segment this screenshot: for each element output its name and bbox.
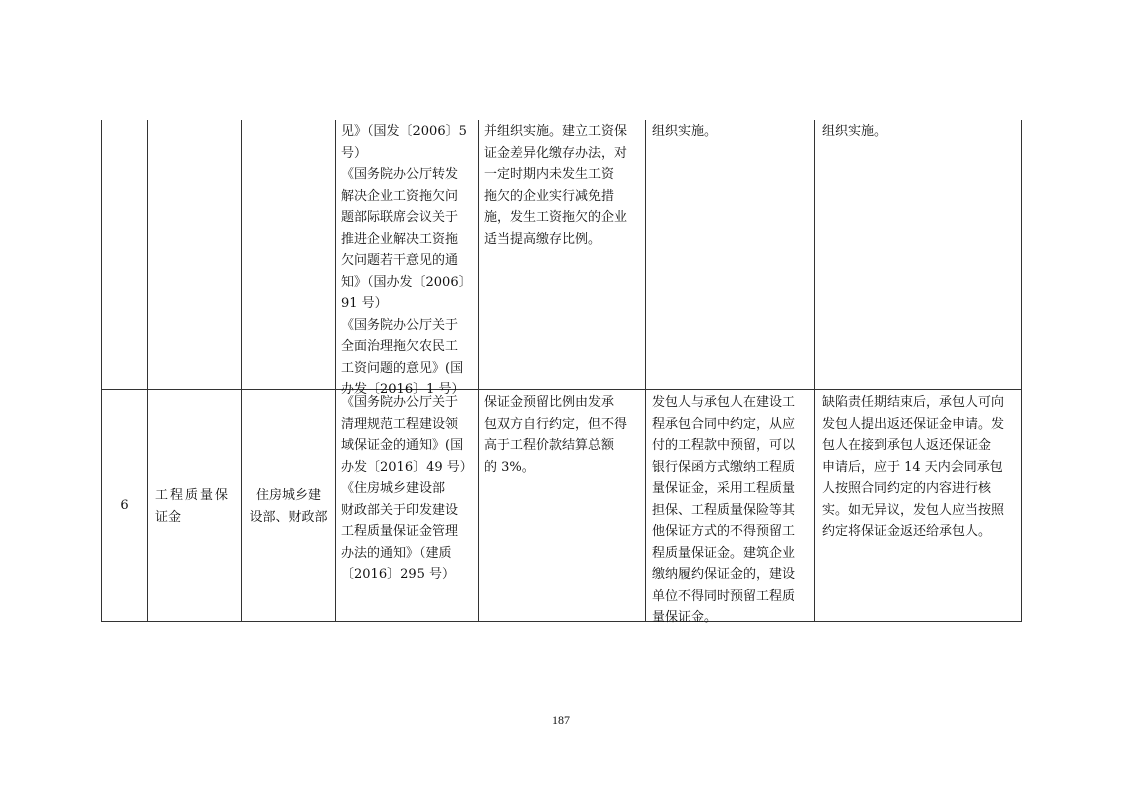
text-line: 担保、工程质量保险等其 (652, 502, 796, 518)
text-line: 组织实施。 (822, 124, 888, 139)
grid-line-row-divider (101, 389, 1022, 390)
row6-basis-cell (341, 392, 475, 586)
text-line: 保证金预留比例由发承 (484, 395, 615, 410)
text-line: 办法的通知》（建质 (341, 545, 452, 561)
text-line: 全面治理拖欠农民工 (341, 339, 459, 354)
continued-basis-cell (341, 121, 475, 401)
text-line: 《国务院办公厅关于 (341, 395, 459, 410)
text-line: 发包人与承包人在建设工 (652, 395, 796, 410)
grid-line-left (101, 120, 102, 622)
grid-line-col3 (335, 120, 336, 622)
text-line: 并组织实施。建立工资保 (484, 124, 628, 139)
text-line: 《住房城乡建设部 (341, 481, 446, 496)
text-line: 缴纳履约保证金的，建设 (652, 567, 796, 582)
text-line: 程质量保证金。建筑企业 (652, 545, 796, 561)
text-line: 人按照合同约定的内容进行核 (822, 481, 992, 496)
grid-line-col6 (814, 120, 815, 622)
grid-line-col1 (147, 120, 148, 622)
text-line: 适当提高缴存比例。 (484, 231, 602, 247)
text-line: 包人在接到承包人返还保证金 (822, 438, 992, 453)
text-line: 组织实施。 (652, 124, 718, 139)
text-line: 拖欠的企业实行减免措 (484, 188, 615, 204)
text-line: 〔2016〕295 号） (341, 567, 456, 582)
text-line: 工程质量保 (155, 488, 231, 503)
grid-line-col4 (478, 120, 479, 622)
text-line: 财政部关于印发建设 (341, 502, 459, 518)
text-line: 《国务院办公厅转发 (341, 167, 459, 182)
text-line: 银行保函方式缴纳工程质 (652, 459, 796, 475)
text-line: 量保证金。 (652, 610, 718, 625)
text-line: 一定时期内未发生工资 (484, 167, 615, 182)
text-line: 办发〔2016〕49 号） (341, 459, 473, 475)
grid-line-col2 (241, 120, 242, 622)
text-line: 工程质量保证金管理 (341, 524, 459, 539)
continued-method-cell (652, 121, 812, 143)
continued-refund-cell (822, 121, 1019, 143)
text-line: 证金 (155, 509, 182, 525)
grid-line-right (1021, 120, 1022, 622)
text-line: 办发〔2016〕1 号） (341, 382, 465, 397)
text-line: 题部际联席会议关于 (341, 210, 459, 225)
text-line: 的 3%。 (484, 459, 535, 475)
text-line: 付的工程款中预留，可以 (652, 438, 796, 453)
grid-line-col5 (645, 120, 646, 622)
row6-dept-cell (242, 485, 335, 528)
text-line: 见》（国发〔2006〕5 (341, 124, 467, 139)
text-line: 高于工程价款结算总额 (484, 438, 615, 453)
text-line: 单位不得同时预留工程质 (652, 588, 796, 604)
text-line: 约定将保证金返还给承包人。 (822, 524, 992, 539)
text-line: 程承包合同中约定，从应 (652, 416, 796, 432)
text-line: 施，发生工资拖欠的企业 (484, 210, 628, 225)
row6-method-cell (652, 392, 812, 629)
text-line: 知》（国办发〔2006〕 (341, 274, 472, 290)
text-line: 清理规范工程建设领 (341, 416, 459, 432)
text-line: 91 号） (341, 296, 388, 311)
grid-line-bottom (101, 621, 1022, 622)
text-line: 证金差异化缴存办法，对 (484, 145, 628, 161)
text-line: 《国务院办公厅关于 (341, 317, 459, 333)
text-line: 他保证方式的不得预留工 (652, 524, 796, 539)
row-number: 6 (120, 498, 129, 513)
text-line: 推进企业解决工资拖 (341, 231, 459, 247)
row6-name-cell (155, 485, 239, 528)
text-line: 工资问题的意见》(国 (341, 360, 464, 376)
row6-ratio-cell (484, 392, 643, 478)
text-line: 号） (341, 145, 368, 161)
continued-ratio-cell (484, 121, 643, 250)
text-line: 包双方自行约定，但不得 (484, 416, 628, 432)
row6-refund-cell (822, 392, 1019, 543)
text-line: 量保证金，采用工程质量 (652, 481, 796, 496)
text-line: 缺陷责任期结束后，承包人可向 (822, 395, 1005, 410)
text-line: 设部、财政部 (249, 509, 328, 525)
text-line: 申请后，应于 14 天内会同承包 (822, 459, 1003, 475)
text-line: 欠问题若干意见的通 (341, 253, 459, 268)
text-line: 住房城乡建 (255, 488, 321, 503)
text-line: 域保证金的通知》(国 (341, 438, 464, 453)
page-number: 187 (552, 713, 570, 727)
text-line: 发包人提出返还保证金申请。发 (822, 416, 1005, 432)
row6-number-cell (102, 495, 147, 517)
text-line: 实。如无异议，发包人应当按照 (822, 502, 1005, 518)
text-line: 解决企业工资拖欠问 (341, 188, 459, 204)
